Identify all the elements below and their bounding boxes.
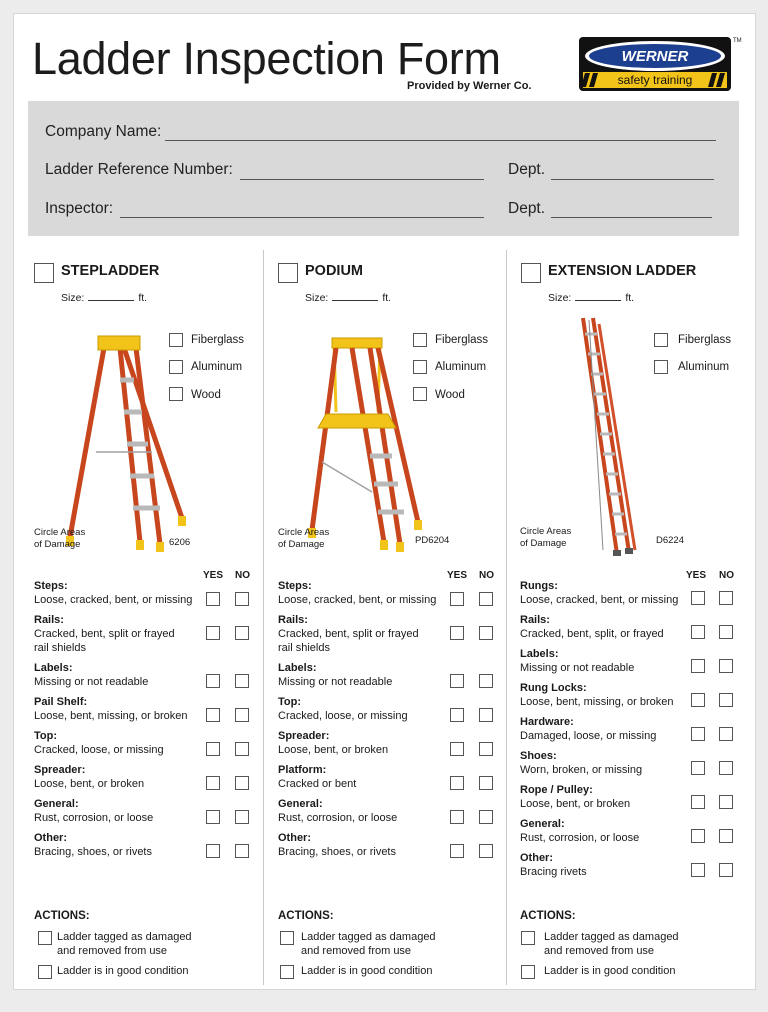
no-checkbox[interactable]	[235, 810, 249, 824]
size-field[interactable]	[575, 292, 621, 301]
logo-brand: WERNER	[621, 48, 689, 65]
actions-label: ACTIONS:	[520, 910, 576, 922]
checklist-item: Labels: Missing or not readable	[520, 648, 635, 674]
damaged-checkbox[interactable]	[38, 931, 52, 945]
no-checkbox[interactable]	[235, 592, 249, 606]
aluminum-checkbox[interactable]	[413, 360, 427, 374]
size-label: Size:	[305, 292, 329, 304]
no-checkbox[interactable]	[479, 742, 493, 756]
yes-checkbox[interactable]	[691, 727, 705, 741]
yes-checkbox[interactable]	[206, 776, 220, 790]
yes-checkbox[interactable]	[206, 844, 220, 858]
checklist-item: General: Rust, corrosion, or loose	[278, 798, 398, 824]
wood-label: Wood	[191, 389, 221, 401]
no-checkbox[interactable]	[719, 829, 733, 843]
fiberglass-label: Fiberglass	[435, 334, 489, 346]
good-condition-label: Ladder is in good condition	[544, 965, 676, 977]
checklist-item: Labels: Missing or not readable	[278, 662, 393, 688]
no-header: NO	[235, 570, 250, 581]
circle-areas-note: Circle Areas of Damage	[278, 527, 330, 550]
yes-checkbox[interactable]	[450, 776, 464, 790]
yes-checkbox[interactable]	[450, 844, 464, 858]
yes-checkbox[interactable]	[206, 592, 220, 606]
logo-tagline: safety training	[617, 73, 693, 87]
checklist-item: Rails: Cracked, bent, split or frayed rail shields	[278, 614, 419, 654]
no-header: NO	[479, 570, 494, 581]
dept-label-2: Dept.	[508, 200, 546, 217]
aluminum-checkbox[interactable]	[654, 360, 668, 374]
dept-field-1[interactable]	[551, 179, 714, 180]
stepladder-title: STEPLADDER	[61, 263, 160, 279]
no-checkbox[interactable]	[479, 844, 493, 858]
checklist-item: Hardware: Damaged, loose, or missing	[520, 716, 657, 742]
no-checkbox[interactable]	[479, 810, 493, 824]
inspector-label: Inspector:	[45, 200, 114, 217]
aluminum-checkbox[interactable]	[169, 360, 183, 374]
aluminum-label: Aluminum	[678, 361, 730, 373]
trademark: TM	[733, 38, 742, 44]
size-unit: ft.	[138, 292, 148, 304]
no-checkbox[interactable]	[235, 708, 249, 722]
size-row	[548, 292, 634, 304]
page-title: Ladder Inspection Form	[32, 33, 501, 84]
good-condition-checkbox[interactable]	[280, 965, 294, 979]
extension-ladder-column	[506, 250, 750, 985]
yes-checkbox[interactable]	[691, 863, 705, 877]
no-checkbox[interactable]	[235, 626, 249, 640]
actions-label: ACTIONS:	[34, 910, 90, 922]
checklist-item: Labels: Missing or not readable	[34, 662, 149, 688]
inspection-form-page	[13, 13, 756, 990]
good-condition-checkbox[interactable]	[521, 965, 535, 979]
checklist-item: Rails: Cracked, bent, split, or frayed	[520, 614, 664, 640]
yes-checkbox[interactable]	[450, 592, 464, 606]
provided-by: Provided by Werner Co.	[407, 80, 532, 92]
size-field[interactable]	[332, 292, 378, 301]
yes-header: YES	[686, 570, 707, 581]
actions-label: ACTIONS:	[278, 910, 334, 922]
yes-checkbox[interactable]	[450, 674, 464, 688]
yes-checkbox[interactable]	[691, 829, 705, 843]
dept-field-2[interactable]	[551, 217, 712, 218]
no-checkbox[interactable]	[479, 626, 493, 640]
no-checkbox[interactable]	[235, 674, 249, 688]
damaged-checkbox[interactable]	[521, 931, 535, 945]
checklist-item: Spreader: Loose, bent, or broken	[34, 764, 145, 790]
reference-number-label: Ladder Reference Number:	[45, 161, 233, 178]
size-unit: ft.	[625, 292, 635, 304]
damaged-label: Ladder tagged as damaged and removed from use	[57, 931, 192, 957]
no-checkbox[interactable]	[719, 693, 733, 707]
header-fields	[28, 101, 739, 236]
reference-number-field[interactable]	[240, 179, 484, 180]
no-checkbox[interactable]	[719, 761, 733, 775]
no-checkbox[interactable]	[719, 795, 733, 809]
company-name-field[interactable]	[165, 140, 716, 141]
wood-checkbox[interactable]	[169, 387, 183, 401]
yes-checkbox[interactable]	[691, 625, 705, 639]
no-checkbox[interactable]	[479, 708, 493, 722]
no-checkbox[interactable]	[235, 844, 249, 858]
damaged-label: Ladder tagged as damaged and removed from use	[544, 931, 679, 957]
fiberglass-label: Fiberglass	[678, 334, 732, 346]
yes-checkbox[interactable]	[206, 708, 220, 722]
size-label: Size:	[61, 292, 85, 304]
stepladder-checkbox[interactable]	[34, 263, 54, 283]
checklist-item: Rungs: Loose, cracked, bent, or missing	[520, 580, 679, 606]
podium-checkbox[interactable]	[278, 263, 298, 283]
model-number: PD6204	[415, 535, 450, 546]
no-checkbox[interactable]	[719, 659, 733, 673]
no-checkbox[interactable]	[235, 776, 249, 790]
size-field[interactable]	[88, 292, 134, 301]
yes-checkbox[interactable]	[206, 742, 220, 756]
size-unit: ft.	[382, 292, 392, 304]
no-checkbox[interactable]	[479, 592, 493, 606]
checklist-item: Other: Bracing, shoes, or rivets	[34, 832, 152, 858]
yes-checkbox[interactable]	[691, 591, 705, 605]
dept-label-1: Dept.	[508, 161, 546, 178]
checklist-item: Spreader: Loose, bent, or broken	[278, 730, 389, 756]
checklist-item: Rung Locks: Loose, bent, missing, or broken	[520, 682, 674, 708]
checklist-item: Steps: Loose, cracked, bent, or missing	[34, 580, 193, 606]
yes-checkbox[interactable]	[450, 742, 464, 756]
good-condition-checkbox[interactable]	[38, 965, 52, 979]
checklist-item: Top: Cracked, loose, or missing	[278, 696, 408, 722]
checklist-item: Top: Cracked, loose, or missing	[34, 730, 164, 756]
wood-label: Wood	[435, 389, 465, 401]
yes-checkbox[interactable]	[691, 761, 705, 775]
checklist-item: Other: Bracing, shoes, or rivets	[278, 832, 396, 858]
model-number: 6206	[169, 537, 191, 548]
checklist-item: General: Rust, corrosion, or loose	[34, 798, 154, 824]
fiberglass-checkbox[interactable]	[654, 333, 668, 347]
no-checkbox[interactable]	[719, 625, 733, 639]
fiberglass-checkbox[interactable]	[169, 333, 183, 347]
size-row	[305, 292, 391, 304]
checklist-item: Rope / Pulley: Loose, bent, or broken	[520, 784, 631, 810]
checklist-item: Shoes: Worn, broken, or missing	[520, 750, 643, 776]
stepladder-image	[56, 332, 186, 554]
damaged-checkbox[interactable]	[280, 931, 294, 945]
yes-checkbox[interactable]	[450, 626, 464, 640]
fiberglass-checkbox[interactable]	[413, 333, 427, 347]
fiberglass-label: Fiberglass	[191, 334, 245, 346]
no-checkbox[interactable]	[235, 742, 249, 756]
yes-checkbox[interactable]	[206, 674, 220, 688]
stepladder-column	[20, 250, 263, 985]
yes-checkbox[interactable]	[206, 626, 220, 640]
yes-checkbox[interactable]	[691, 795, 705, 809]
extension-ladder-checkbox[interactable]	[521, 263, 541, 283]
werner-logo	[579, 37, 731, 91]
checklist-item: General: Rust, corrosion, or loose	[520, 818, 640, 844]
no-checkbox[interactable]	[479, 674, 493, 688]
no-header: NO	[719, 570, 734, 581]
company-name-label: Company Name:	[45, 123, 162, 140]
good-condition-label: Ladder is in good condition	[57, 965, 189, 977]
wood-checkbox[interactable]	[413, 387, 427, 401]
yes-checkbox[interactable]	[450, 810, 464, 824]
no-checkbox[interactable]	[719, 863, 733, 877]
podium-column	[263, 250, 507, 985]
podium-image	[296, 332, 426, 554]
yes-checkbox[interactable]	[450, 708, 464, 722]
yes-checkbox[interactable]	[206, 810, 220, 824]
circle-areas-note: Circle Areas of Damage	[520, 526, 572, 549]
good-condition-label: Ladder is in good condition	[301, 965, 433, 977]
yes-checkbox[interactable]	[691, 693, 705, 707]
extension-ladder-image	[573, 314, 653, 558]
circle-areas-note: Circle Areas of Damage	[34, 527, 86, 550]
checklist-item: Rails: Cracked, bent, split or frayed rail shields	[34, 614, 175, 654]
no-checkbox[interactable]	[719, 591, 733, 605]
checklist-item: Platform: Cracked or bent	[278, 764, 357, 790]
yes-checkbox[interactable]	[691, 659, 705, 673]
checklist-item: Steps: Loose, cracked, bent, or missing	[278, 580, 437, 606]
no-checkbox[interactable]	[479, 776, 493, 790]
size-label: Size:	[548, 292, 572, 304]
model-number: D6224	[656, 535, 684, 546]
podium-title: PODIUM	[305, 263, 363, 279]
aluminum-label: Aluminum	[435, 361, 487, 373]
inspector-field[interactable]	[120, 217, 484, 218]
size-row	[61, 292, 147, 304]
yes-header: YES	[203, 570, 224, 581]
extension-ladder-title: EXTENSION LADDER	[548, 263, 697, 279]
yes-header: YES	[447, 570, 468, 581]
aluminum-label: Aluminum	[191, 361, 243, 373]
no-checkbox[interactable]	[719, 727, 733, 741]
checklist-item: Pail Shelf: Loose, bent, missing, or broken	[34, 696, 188, 722]
checklist-item: Other: Bracing rivets	[520, 852, 587, 878]
damaged-label: Ladder tagged as damaged and removed from use	[301, 931, 436, 957]
